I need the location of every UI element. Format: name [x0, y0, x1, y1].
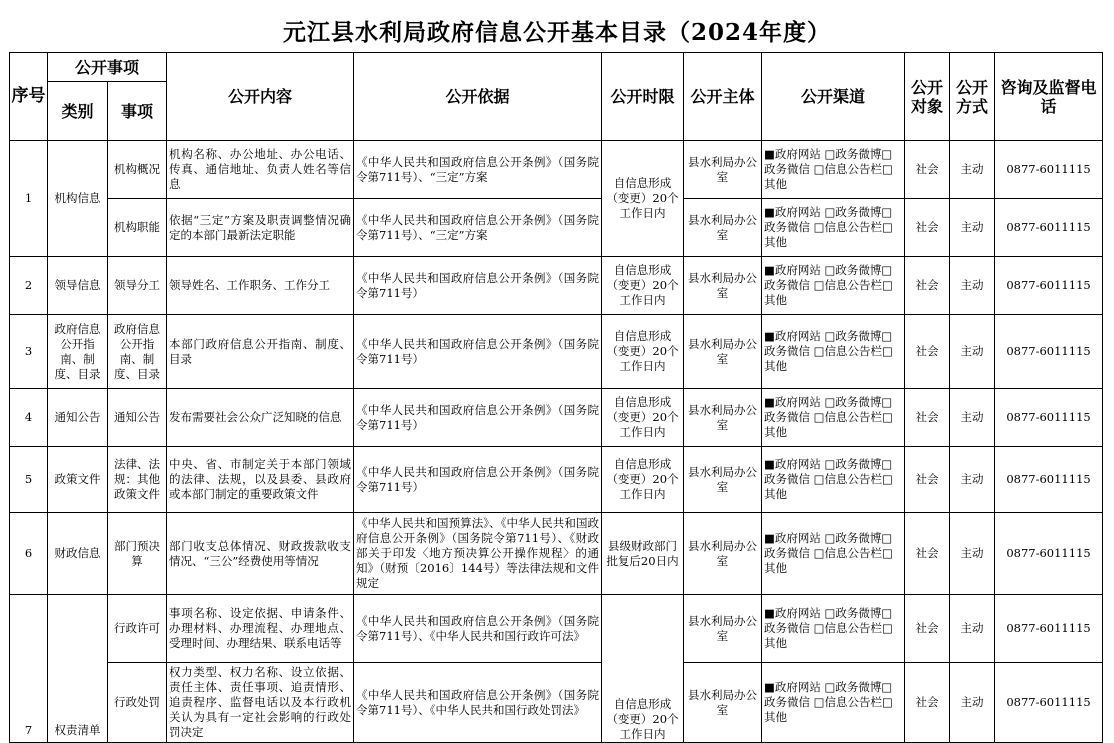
row-method: 主动: [950, 447, 995, 513]
row-category: 政府信息公开指南、制度、目录: [48, 315, 108, 389]
row-content: 机构名称、办公地址、办公电话、传真、通信地址、负责人姓名等信息: [167, 141, 354, 199]
row-method: 主动: [950, 141, 995, 199]
row-subject: 县水利局办公室: [684, 257, 762, 315]
row-time-limit: 自信息形成（变更）20个工作日内: [602, 315, 684, 389]
row-target: 社会: [905, 663, 950, 743]
row-method: 主动: [950, 315, 995, 389]
row-subject: 县水利局办公室: [684, 513, 762, 595]
row-method: 主动: [950, 257, 995, 315]
header-item: 事项: [108, 82, 167, 141]
header-channel: 公开渠道: [762, 53, 905, 141]
row-target: 社会: [905, 199, 950, 257]
page-title: 元江县水利局政府信息公开基本目录（2024年度）: [282, 19, 831, 46]
row-basis: 《中华人民共和国政府信息公开条例》（国务院令第711号）、“三定”方案: [354, 141, 602, 199]
row-time-limit: 自信息形成（变更）20个工作日内: [602, 257, 684, 315]
row-category: 通知公告: [48, 389, 108, 447]
row-subject: 县水利局办公室: [684, 595, 762, 663]
row-channel: ■政府网站 □政务微博□政务微信 □信息公告栏□其他: [762, 447, 905, 513]
row-phone: 0877-6011115: [995, 141, 1103, 199]
row-basis: 《中华人民共和国政府信息公开条例》（国务院令第711号）、《中华人民共和国行政处罚法》: [354, 663, 602, 743]
row-subject: 县水利局办公室: [684, 199, 762, 257]
row-phone: 0877-6011115: [995, 257, 1103, 315]
row-target: 社会: [905, 447, 950, 513]
header-no: 序号: [10, 53, 48, 141]
row-target: 社会: [905, 141, 950, 199]
row-method: 主动: [950, 595, 995, 663]
row-phone: 0877-6011115: [995, 315, 1103, 389]
row-no: 4: [10, 389, 48, 447]
row-basis: 《中华人民共和国政府信息公开条例》（国务院令第711号）: [354, 447, 602, 513]
row-basis: 《中华人民共和国政府信息公开条例》（国务院令第711号）、《中华人民共和国行政许可法》: [354, 595, 602, 663]
row-item: 行政许可: [108, 595, 167, 663]
row-channel: ■政府网站 □政务微博□政务微信 □信息公告栏□其他: [762, 199, 905, 257]
row-basis: 《中华人民共和国政府信息公开条例》（国务院令第711号）: [354, 389, 602, 447]
table-row: [10, 663, 1103, 743]
header-category: 类别: [48, 82, 108, 141]
row-channel: ■政府网站 □政务微博□政务微信 □信息公告栏□其他: [762, 663, 905, 743]
row-content: 权力类型、权力名称、设立依据、责任主体、责任事项、追责情形、追责程序、监督电话以及本行政机关认为具有一定社会影响的行政处罚决定: [167, 663, 354, 743]
row-item: 政府信息公开指南、制度、目录: [108, 315, 167, 389]
row-category: 政策文件: [48, 447, 108, 513]
row-time-limit: 县级财政部门批复后20日内: [602, 513, 684, 595]
row-target: 社会: [905, 595, 950, 663]
row-item: 领导分工: [108, 257, 167, 315]
row-subject: 县水利局办公室: [684, 315, 762, 389]
row-time-limit: 自信息形成（变更）20个工作日内: [602, 595, 684, 743]
header-phone: 咨询及监督电话: [995, 53, 1103, 141]
table-row: [10, 447, 1103, 513]
row-content: 部门收支总体情况、财政拨款收支情况、“三公”经费使用等情况: [167, 513, 354, 595]
header-basis: 公开依据: [354, 53, 602, 141]
row-category: 领导信息: [48, 257, 108, 315]
row-category: 财政信息: [48, 513, 108, 595]
row-content: 事项名称、设定依据、申请条件、办理材料、办理流程、办理地点、受理时间、办理结果、联系电话等: [167, 595, 354, 663]
row-channel: ■政府网站 □政务微博□政务微信 □信息公告栏□其他: [762, 141, 905, 199]
row-category: 机构信息: [48, 141, 108, 257]
header-content: 公开内容: [167, 53, 354, 141]
row-method: 主动: [950, 663, 995, 743]
row-item: 机构概况: [108, 141, 167, 199]
row-item: 部门预决算: [108, 513, 167, 595]
row-basis: 《中华人民共和国政府信息公开条例》（国务院令第711号）: [354, 315, 602, 389]
row-content: 领导姓名、工作职务、工作分工: [167, 257, 354, 315]
row-content: 本部门政府信息公开指南、制度、目录: [167, 315, 354, 389]
row-channel: ■政府网站 □政务微博□政务微信 □信息公告栏□其他: [762, 315, 905, 389]
header-time-limit: 公开时限: [602, 53, 684, 141]
row-target: 社会: [905, 315, 950, 389]
row-channel: ■政府网站 □政务微博□政务微信 □信息公告栏□其他: [762, 595, 905, 663]
row-no: 6: [10, 513, 48, 595]
header-method: 公开方式: [950, 53, 995, 141]
table-row: [10, 199, 1103, 257]
row-basis: 《中华人民共和国政府信息公开条例》（国务院令第711号）: [354, 257, 602, 315]
row-time-limit: 自信息形成（变更）20个工作日内: [602, 389, 684, 447]
row-channel: ■政府网站 □政务微博□政务微信 □信息公告栏□其他: [762, 389, 905, 447]
row-channel: ■政府网站 □政务微博□政务微信 □信息公告栏□其他: [762, 513, 905, 595]
row-basis: 《中华人民共和国预算法》、《中华人民共和国政府信息公开条例》（国务院令第711号）、《财政部关于印发〈地方预决算公开操作规程〉的通知》（财预〔2016〕144号）等法律法规和文件规定: [354, 513, 602, 595]
row-method: 主动: [950, 513, 995, 595]
row-target: 社会: [905, 513, 950, 595]
row-no: 3: [10, 315, 48, 389]
disclosure-catalog-table: [9, 52, 1103, 743]
row-item: 机构职能: [108, 199, 167, 257]
header-row-1: [10, 53, 1103, 82]
table-row: [10, 315, 1103, 389]
header-public-items: 公开事项: [48, 53, 167, 82]
row-content: 中央、省、市制定关于本部门领域的法律、法规，以及县委、县政府或本部门制定的重要政策文件: [167, 447, 354, 513]
row-target: 社会: [905, 257, 950, 315]
table-row: [10, 389, 1103, 447]
table-row: [10, 595, 1103, 663]
row-no: 1: [10, 141, 48, 257]
row-phone: 0877-6011115: [995, 663, 1103, 743]
table-row: [10, 141, 1103, 199]
row-no: 5: [10, 447, 48, 513]
row-content: 发布需要社会公众广泛知晓的信息: [167, 389, 354, 447]
row-item: 通知公告: [108, 389, 167, 447]
row-no: 7: [10, 595, 48, 743]
row-subject: 县水利局办公室: [684, 663, 762, 743]
row-time-limit: 自信息形成（变更）20个工作日内: [602, 141, 684, 257]
row-phone: 0877-6011115: [995, 199, 1103, 257]
row-item: 法律、法规：其他政策文件: [108, 447, 167, 513]
row-basis: 《中华人民共和国政府信息公开条例》（国务院令第711号）、“三定”方案: [354, 199, 602, 257]
table-row: [10, 257, 1103, 315]
row-channel: ■政府网站 □政务微博□政务微信 □信息公告栏□其他: [762, 257, 905, 315]
row-no: 2: [10, 257, 48, 315]
row-phone: 0877-6011115: [995, 389, 1103, 447]
row-content: 依据“三定”方案及职责调整情况确定的本部门最新法定职能: [167, 199, 354, 257]
row-subject: 县水利局办公室: [684, 141, 762, 199]
row-subject: 县水利局办公室: [684, 447, 762, 513]
row-phone: 0877-6011115: [995, 447, 1103, 513]
row-phone: 0877-6011115: [995, 513, 1103, 595]
row-method: 主动: [950, 389, 995, 447]
row-method: 主动: [950, 199, 995, 257]
header-target: 公开对象: [905, 53, 950, 141]
table-row: [10, 513, 1103, 595]
row-subject: 县水利局办公室: [684, 389, 762, 447]
header-subject: 公开主体: [684, 53, 762, 141]
row-target: 社会: [905, 389, 950, 447]
row-item: 行政处罚: [108, 663, 167, 743]
row-phone: 0877-6011115: [995, 595, 1103, 663]
row-time-limit: 自信息形成（变更）20个工作日内: [602, 447, 684, 513]
row-category: 权责清单: [48, 595, 108, 743]
